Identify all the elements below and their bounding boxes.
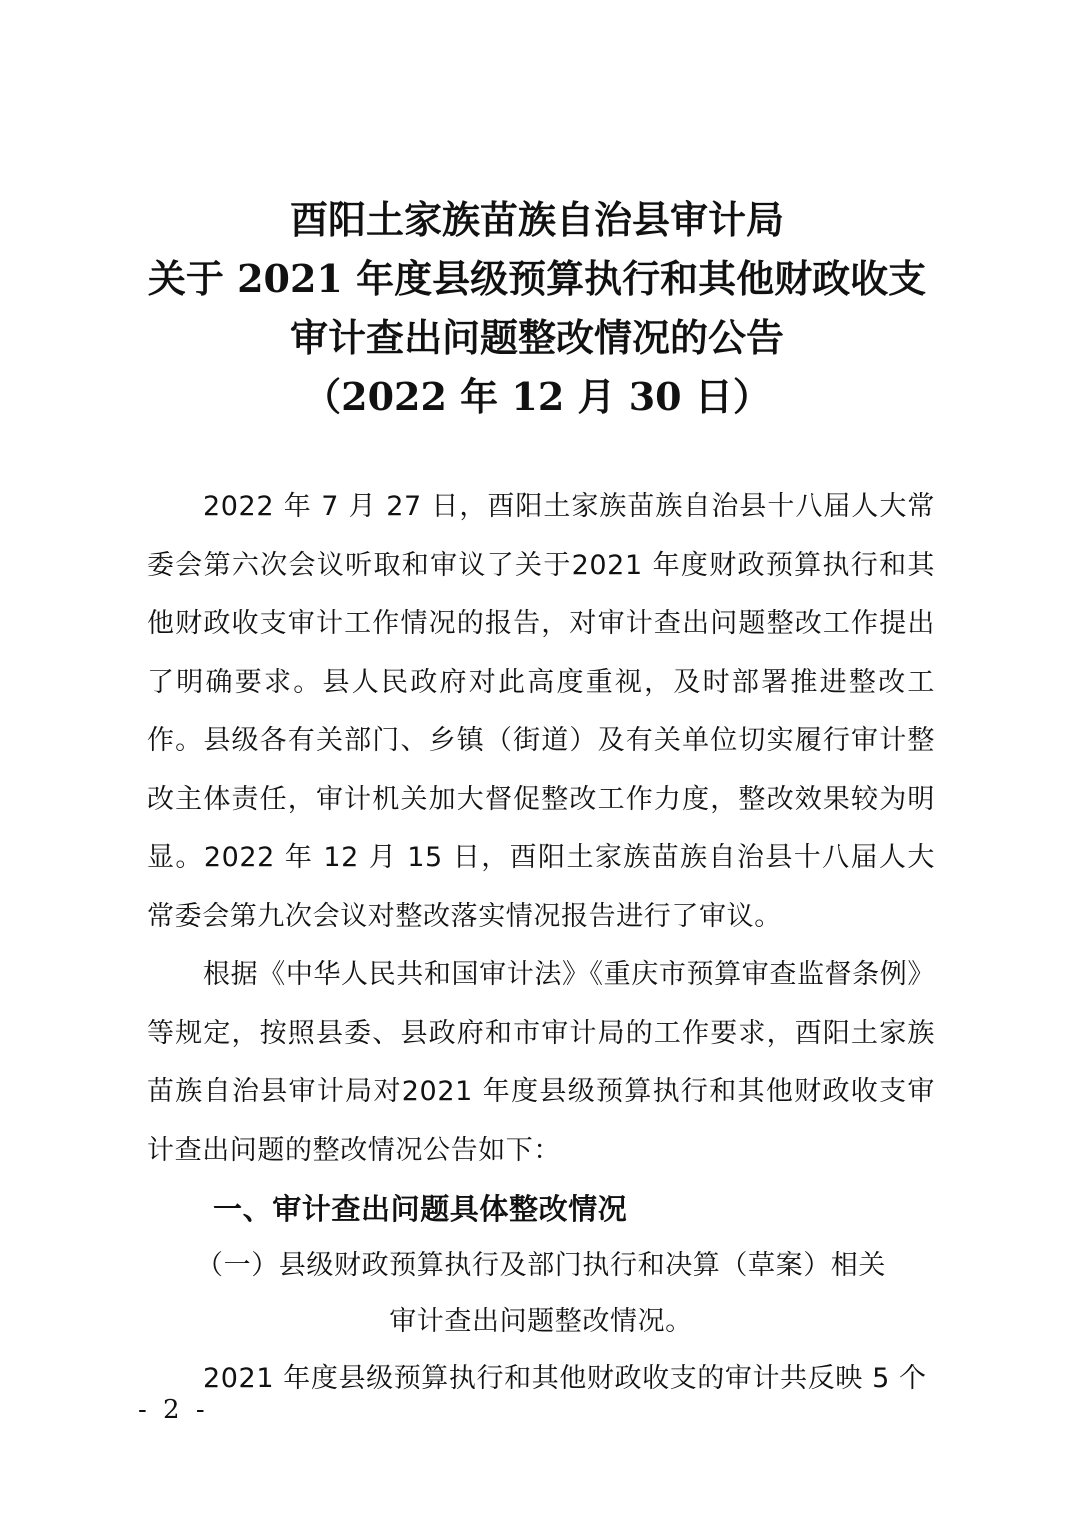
subsection-heading-line-2: 审计查出问题整改情况。 — [389, 1306, 693, 1337]
paragraph-last: 2021 年度县级预算执行和其他财政收支的审计共反映 5 个 — [203, 1363, 927, 1394]
title-line-3: 审计查出问题整改情况的公告 — [289, 315, 784, 360]
title-date: （2022 年 12 月 30 日） — [303, 374, 771, 419]
paragraph-intro: 2022 年 7 月 27 日，酉阳土家族苗族自治县十八届人大常委会第六次会议听取和审议了关于2021 年度财政预算执行和其他财政收支审计工作情况的报告，对审计查出问题整改工作提出了明确要求。县人民政府对此高度重视，及时部署推进整改工作。县级各有关部门、乡镇（街道）及有关单位切实履行审计整改主体责任，审计机关加大督促整改工作力度，整改效果较为明显。2022 年 12 月 15 日，酉阳土家族苗族自治县十八届人大常委会第九次会议对整改落实情况报告进行了审议。 — [147, 491, 935, 932]
title-line-1: 酉阳土家族苗族自治县审计局 — [289, 197, 784, 242]
paragraph-basis: 根据《中华人民共和国审计法》《重庆市预算审查监督条例》等规定，按照县委、县政府和市审计局的工作要求，酉阳土家族苗族自治县审计局对2021 年度县级预算执行和其他财政收支审计查出问题的整改情况公告如下： — [147, 959, 935, 1166]
document-title — [0, 190, 1074, 426]
subsection-heading — [147, 1238, 935, 1350]
document-body — [147, 478, 935, 1409]
subsection-heading-line-1: （一）县级财政预算执行及部门执行和决算（草案）相关 — [196, 1250, 886, 1281]
title-line-2: 关于 2021 年度县级预算执行和其他财政收支 — [147, 256, 927, 301]
page-number: - 2 - — [138, 1395, 209, 1425]
section-heading: 一、审计查出问题具体整改情况 — [213, 1192, 628, 1226]
